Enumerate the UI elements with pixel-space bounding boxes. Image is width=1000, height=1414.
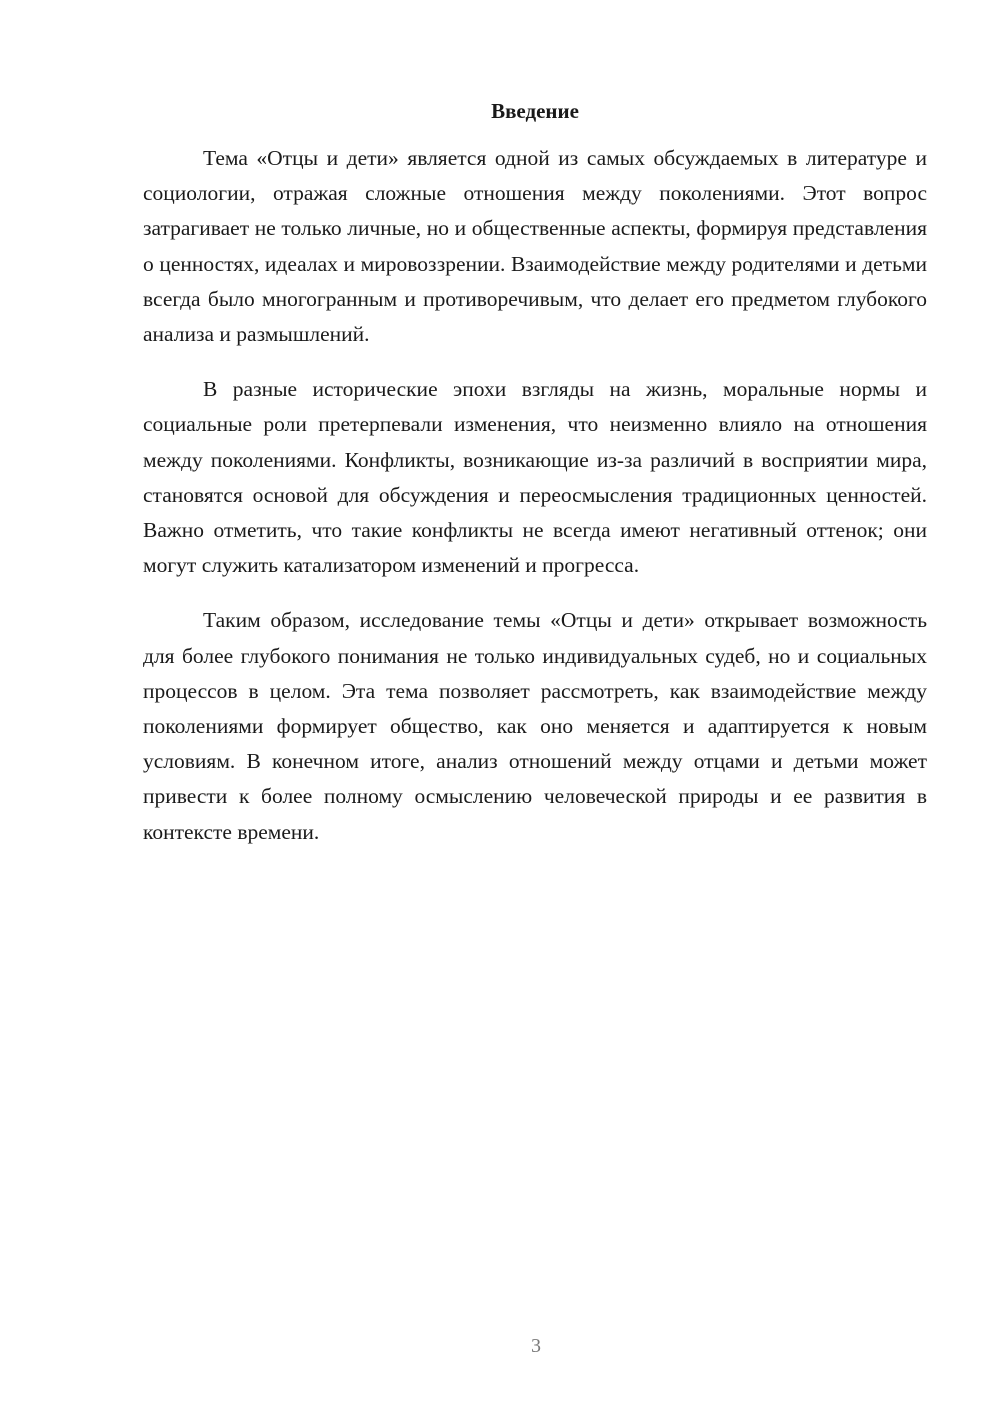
section-title: Введение: [491, 99, 579, 123]
page-content: [143, 95, 927, 870]
paragraph-1: Тема «Отцы и дети» является одной из самых обсуждаемых в литературе и социологии, отражая сложные отношения между поколениями. Этот вопрос затрагивает не только личные, но и общественные аспекты, формируя представления о ценностях, идеалах и мировоззрении. Взаимодействие между родителями и детьми всегда было многогранным и противоречивым, что делает его предметом глубокого анализа и размышлений.: [143, 146, 927, 347]
paragraph-2: В разные исторические эпохи взгляды на жизнь, моральные нормы и социальные роли претерпевали изменения, что неизменно влияло на отношения между поколениями. Конфликты, возникающие из-за различий в восприятии мира, становятся основой для обсуждения и переосмысления традиционных ценностей. Важно отметить, что такие конфликты не всегда имеют негативный оттенок; они могут служить катализатором изменений и прогресса.: [143, 377, 927, 578]
paragraph-3: Таким образом, исследование темы «Отцы и дети» открывает возможность для более глубокого понимания не только индивидуальных судеб, но и социальных процессов в целом. Эта тема позволяет рассмотреть, как взаимодействие между поколениями формирует общество, как оно меняется и адаптируется к новым условиям. В конечном итоге, анализ отношений между отцами и детьми может привести к более полному осмыслению человеческой природы и ее развития в контексте времени.: [143, 608, 927, 844]
page-number: 3: [531, 1335, 541, 1357]
